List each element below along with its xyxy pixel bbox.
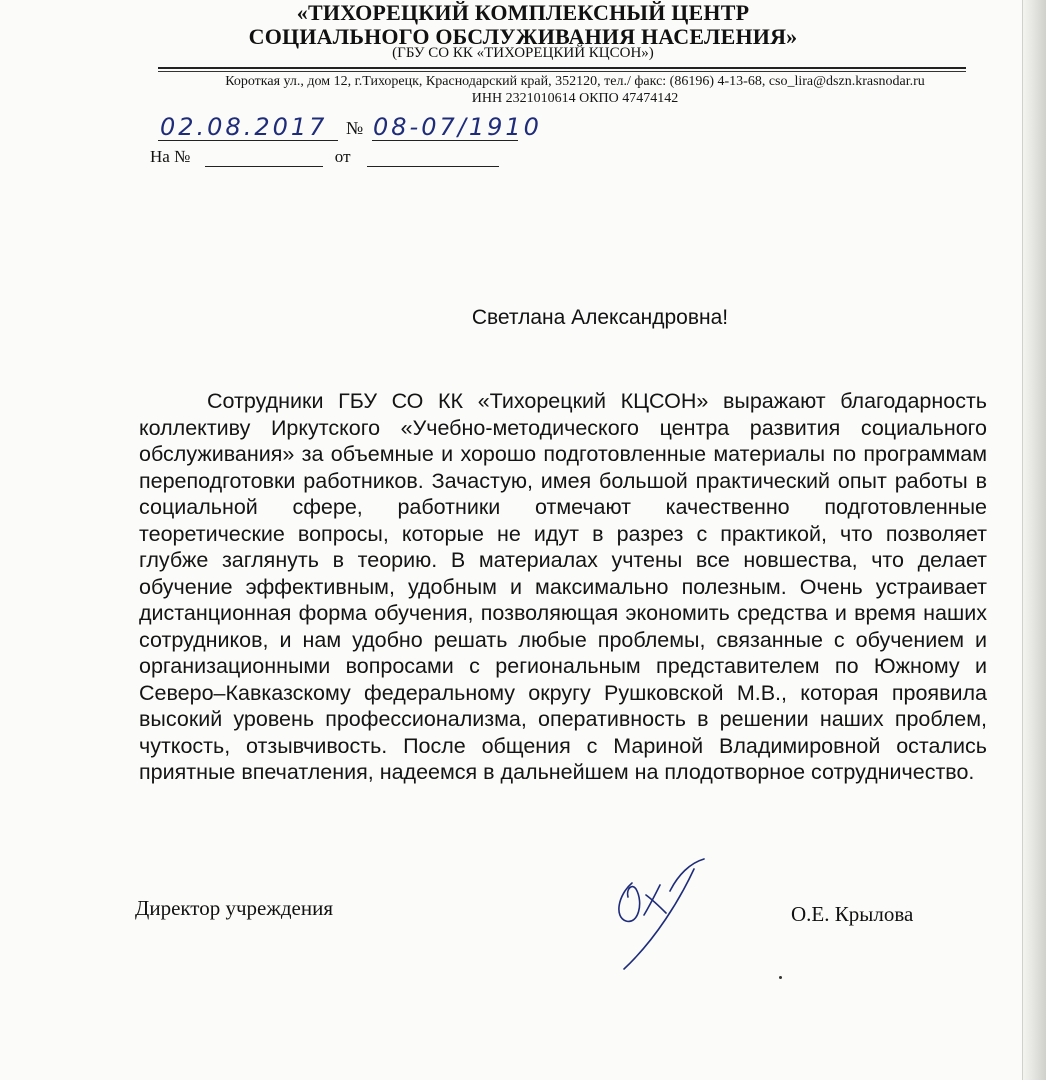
- letterhead-name-line1: «ТИХОРЕЦКИЙ КОМПЛЕКСНЫЙ ЦЕНТР: [296, 0, 750, 25]
- letterhead-divider-thick: [158, 67, 966, 69]
- letterhead-divider-thin: [158, 71, 966, 72]
- letterhead-address: Короткая ул., дом 12, г.Тихорецк, Краснодарский край, 352120, тел./ факс: (86196) 4-13-68, cso_lira@dszn.krasnodar.ru: [225, 74, 925, 89]
- page-edge-shadow: [1022, 0, 1046, 1080]
- reference-date-label: от: [334, 147, 351, 166]
- signatory-title: Директор учреждения: [135, 896, 333, 920]
- reference-number-label: На №: [150, 147, 191, 166]
- handwritten-date: 02.08.2017: [160, 113, 328, 141]
- date-underline: [158, 140, 338, 141]
- letter-salutation: Светлана Александровна!: [471, 306, 729, 329]
- number-underline: [372, 140, 518, 141]
- scan-speck: [779, 976, 782, 979]
- handwritten-signature: [600, 855, 720, 975]
- outgoing-number-label: №: [346, 118, 364, 138]
- handwritten-outgoing-number: 08-07/1910: [373, 113, 542, 141]
- reference-row: [150, 147, 499, 167]
- signatory-name: О.Е. Крылова: [791, 902, 914, 926]
- reference-number-blank: [205, 148, 323, 167]
- letterhead-contacts: [150, 73, 1000, 107]
- letter-body: Сотрудники ГБУ СО КК «Тихорецкий КЦСОН» выражают благодарность коллективу Иркутского «Учебно-методического центра развития социального обслуживания» за объемные и хорошо подготовленные материалы по программам переподготовки работников. Зачастую, имея большой практический опыт работы в социальной сфере, работники отмечают качественно подготовленные теоретические вопросы, которые не идут в разрез с практикой, что позволяет глубже заглянуть в теорию. В материалах учтены все новшества, что делает обучение эффективным, удобным и максимально полезным. Очень устраивает дистанционная форма обучения, позволяющая экономить средства и время наших сотрудников, и нам удобно решать любые проблемы, связанные с обучением и организационными вопросами с региональным представителем по Южному и Северо–Кавказскому федеральному округу Рушковской М.В., которая проявила высокий уровень профессионализма, оперативность в решении наших проблем, чуткость, отзывчивость. После общения с Мариной Владимировной остались приятные впечатления, надеемся в дальнейшем на плодотворное сотрудничество.: [139, 389, 987, 784]
- reference-date-blank: [367, 148, 499, 167]
- letterhead-name-line2: СОЦИАЛЬНОГО ОБСЛУЖИВАНИЯ НАСЕЛЕНИЯ»: [248, 24, 798, 49]
- letterhead-codes: ИНН 2321010614 ОКПО 47474142: [471, 91, 679, 106]
- letterhead-short-name: (ГБУ СО КК «ТИХОРЕЦКИЙ КЦСОН»): [392, 45, 654, 61]
